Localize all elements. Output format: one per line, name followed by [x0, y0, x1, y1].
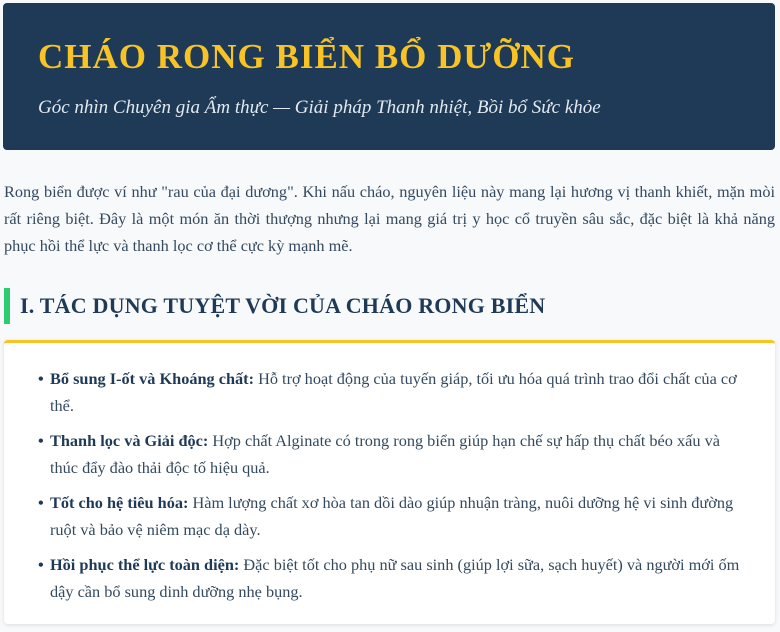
benefit-text: Đặc biệt tốt cho phụ nữ sau sinh (giúp lợi sữa, sạch huyết) và người mới ốm dậy cần bổ sung dinh dưỡng nhẹ bụng. — [50, 555, 740, 601]
bullet-icon: • — [38, 555, 44, 574]
section-heading — [4, 288, 764, 324]
benefit-term: Hồi phục thể lực toàn diện: — [50, 555, 240, 574]
benefit-item — [38, 551, 743, 605]
benefit-text: Hợp chất Alginate có trong rong biển giúp hạn chế sự hấp thụ chất béo xấu và thúc đẩy đào thải độc tố hiệu quả. — [50, 431, 720, 477]
bullet-icon: • — [38, 431, 44, 450]
bullet-icon: • — [38, 369, 44, 388]
benefits-card — [4, 340, 775, 624]
section-heading-text: I. TÁC DỤNG TUYỆT VỜI CỦA CHÁO RONG BIỂN — [20, 293, 546, 318]
benefits-list — [38, 365, 743, 613]
benefit-text: Hàm lượng chất xơ hòa tan dồi dào giúp nhuận tràng, nuôi dưỡng hệ vi sinh đường ruột và bảo vệ niêm mạc dạ dày. — [50, 493, 734, 539]
benefit-item — [38, 365, 743, 419]
benefit-term: Bổ sung I-ốt và Khoáng chất: — [50, 369, 255, 388]
bullet-icon: • — [38, 493, 44, 512]
benefit-text: Hỗ trợ hoạt động của tuyến giáp, tối ưu hóa quá trình trao đổi chất của cơ thể. — [50, 369, 737, 415]
benefit-item — [38, 489, 743, 543]
benefit-term: Tốt cho hệ tiêu hóa: — [50, 493, 189, 512]
benefit-item — [38, 427, 743, 481]
benefit-term: Thanh lọc và Giải độc: — [50, 431, 209, 450]
page-header — [3, 3, 775, 150]
page-title: CHÁO RONG BIỂN BỔ DƯỠNG — [38, 37, 576, 76]
intro-paragraph: Rong biển được ví như "rau của đại dương". Khi nấu cháo, nguyên liệu này mang lại hương vị thanh khiết, mặn mòi rất riêng biệt. Đây là một món ăn thời thượng nhưng lại mang giá trị y học cổ truyền sâu sắc, đặc biệt là khả năng phục hồi thể lực và thanh lọc cơ thể cực kỳ mạnh mẽ. — [4, 182, 775, 255]
page-subtitle: Góc nhìn Chuyên gia Ẩm thực — Giải pháp Thanh nhiệt, Bồi bổ Sức khỏe — [38, 97, 601, 118]
